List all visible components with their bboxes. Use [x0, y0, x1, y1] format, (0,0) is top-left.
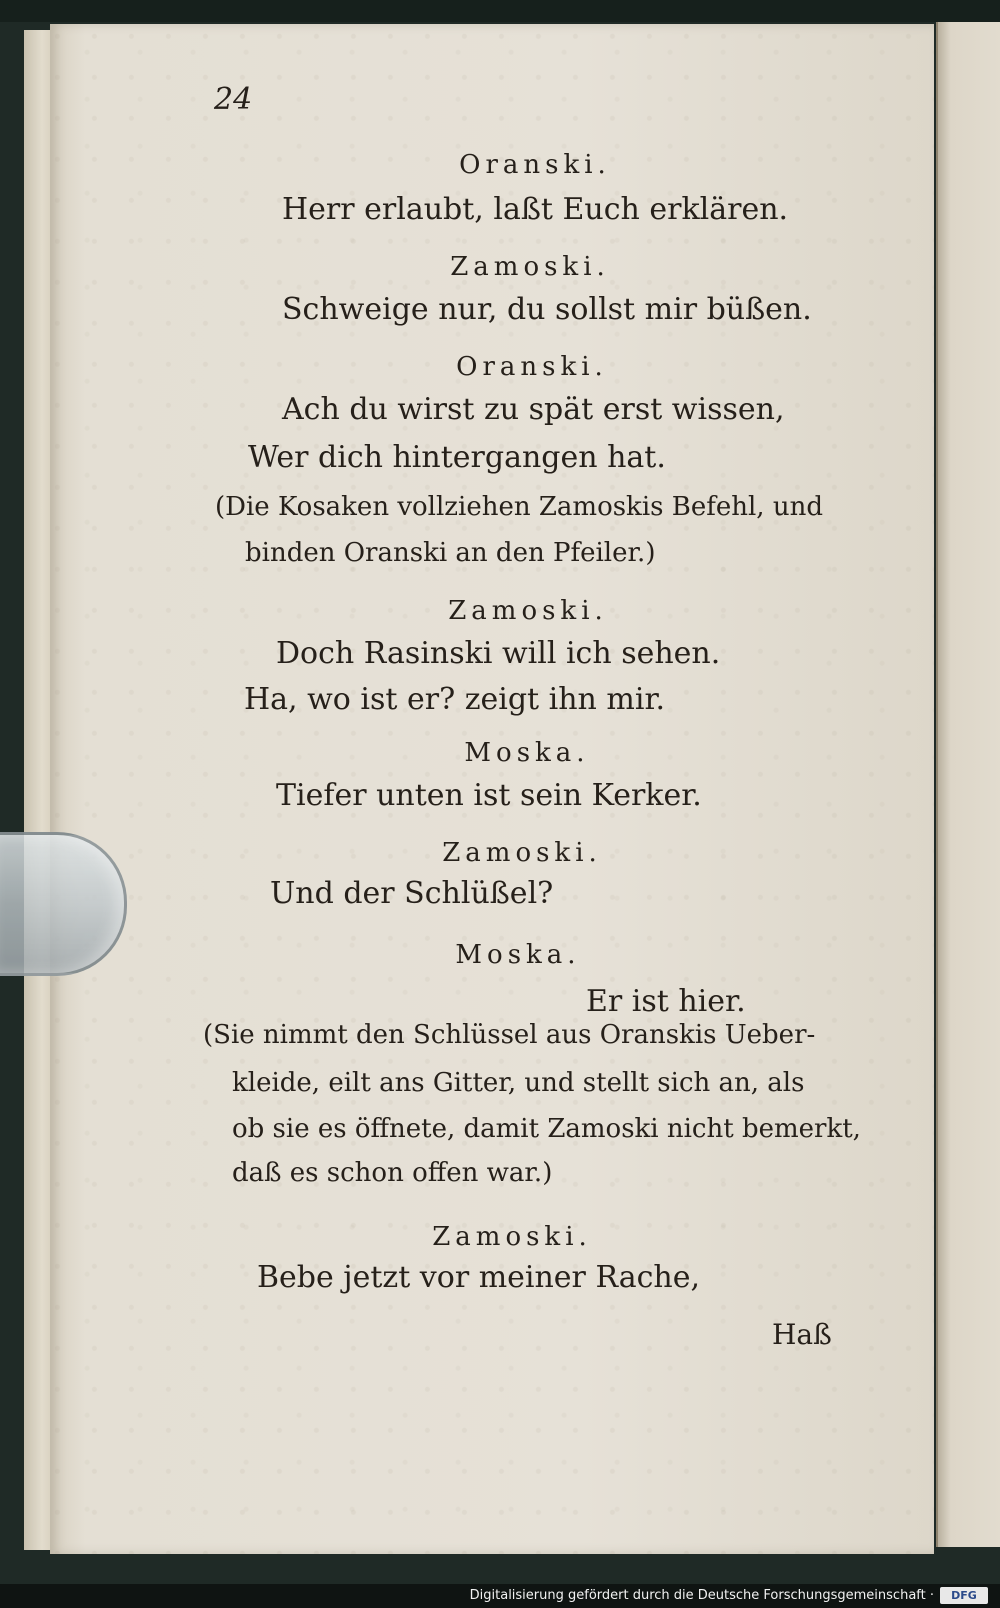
- verse-line: Bebe jetzt vor meiner Rache,: [257, 1260, 701, 1295]
- verse-line: Und der Schlüßel?: [270, 876, 554, 911]
- verse-line: Tiefer unten ist sein Kerker.: [276, 778, 702, 813]
- footer-credit: Digitalisierung gefördert durch die Deutsche Forschungsgemeinschaft ·: [469, 1588, 934, 1603]
- verse-line: Ha, wo ist er? zeigt ihn mir.: [244, 682, 666, 717]
- verse-line: Wer dich hintergangen hat.: [248, 440, 666, 475]
- page-number: 24: [214, 82, 253, 117]
- stage-direction: (Sie nimmt den Schlüssel aus Oranskis Ueber-: [203, 1020, 816, 1050]
- scan-top-border: [0, 0, 1000, 22]
- verse-line: Schweige nur, du sollst mir büßen.: [282, 292, 812, 327]
- speaker-heading: Moska.: [464, 738, 590, 768]
- dfg-logo[interactable]: DFG: [940, 1587, 988, 1604]
- speaker-heading: Moska.: [455, 940, 581, 970]
- speaker-heading: Zamoski.: [432, 1222, 592, 1252]
- speaker-heading: Zamoski.: [448, 596, 608, 626]
- speaker-heading: Zamoski.: [450, 252, 610, 282]
- stage-direction: kleide, eilt ans Gitter, und stellt sich an, als: [232, 1068, 805, 1098]
- speaker-heading: Zamoski.: [442, 838, 602, 868]
- facing-page-edge: [936, 22, 1000, 1547]
- stage-direction: daß es schon offen war.): [232, 1158, 553, 1188]
- verse-line: Er ist hier.: [586, 984, 746, 1019]
- speaker-heading: Oranski.: [459, 150, 611, 180]
- verse-line: Ach du wirst zu spät erst wissen,: [282, 392, 785, 427]
- stage-direction: ob sie es öffnete, damit Zamoski nicht bemerkt,: [232, 1114, 861, 1144]
- verse-line: Herr erlaubt, laßt Euch erklären.: [282, 192, 789, 227]
- catchword: Haß: [772, 1318, 832, 1351]
- verse-line: Doch Rasinski will ich sehen.: [276, 636, 721, 671]
- stage-direction: binden Oranski an den Pfeiler.): [245, 538, 656, 568]
- stage-direction: (Die Kosaken vollziehen Zamoskis Befehl, und: [215, 492, 823, 522]
- speaker-heading: Oranski.: [456, 352, 608, 382]
